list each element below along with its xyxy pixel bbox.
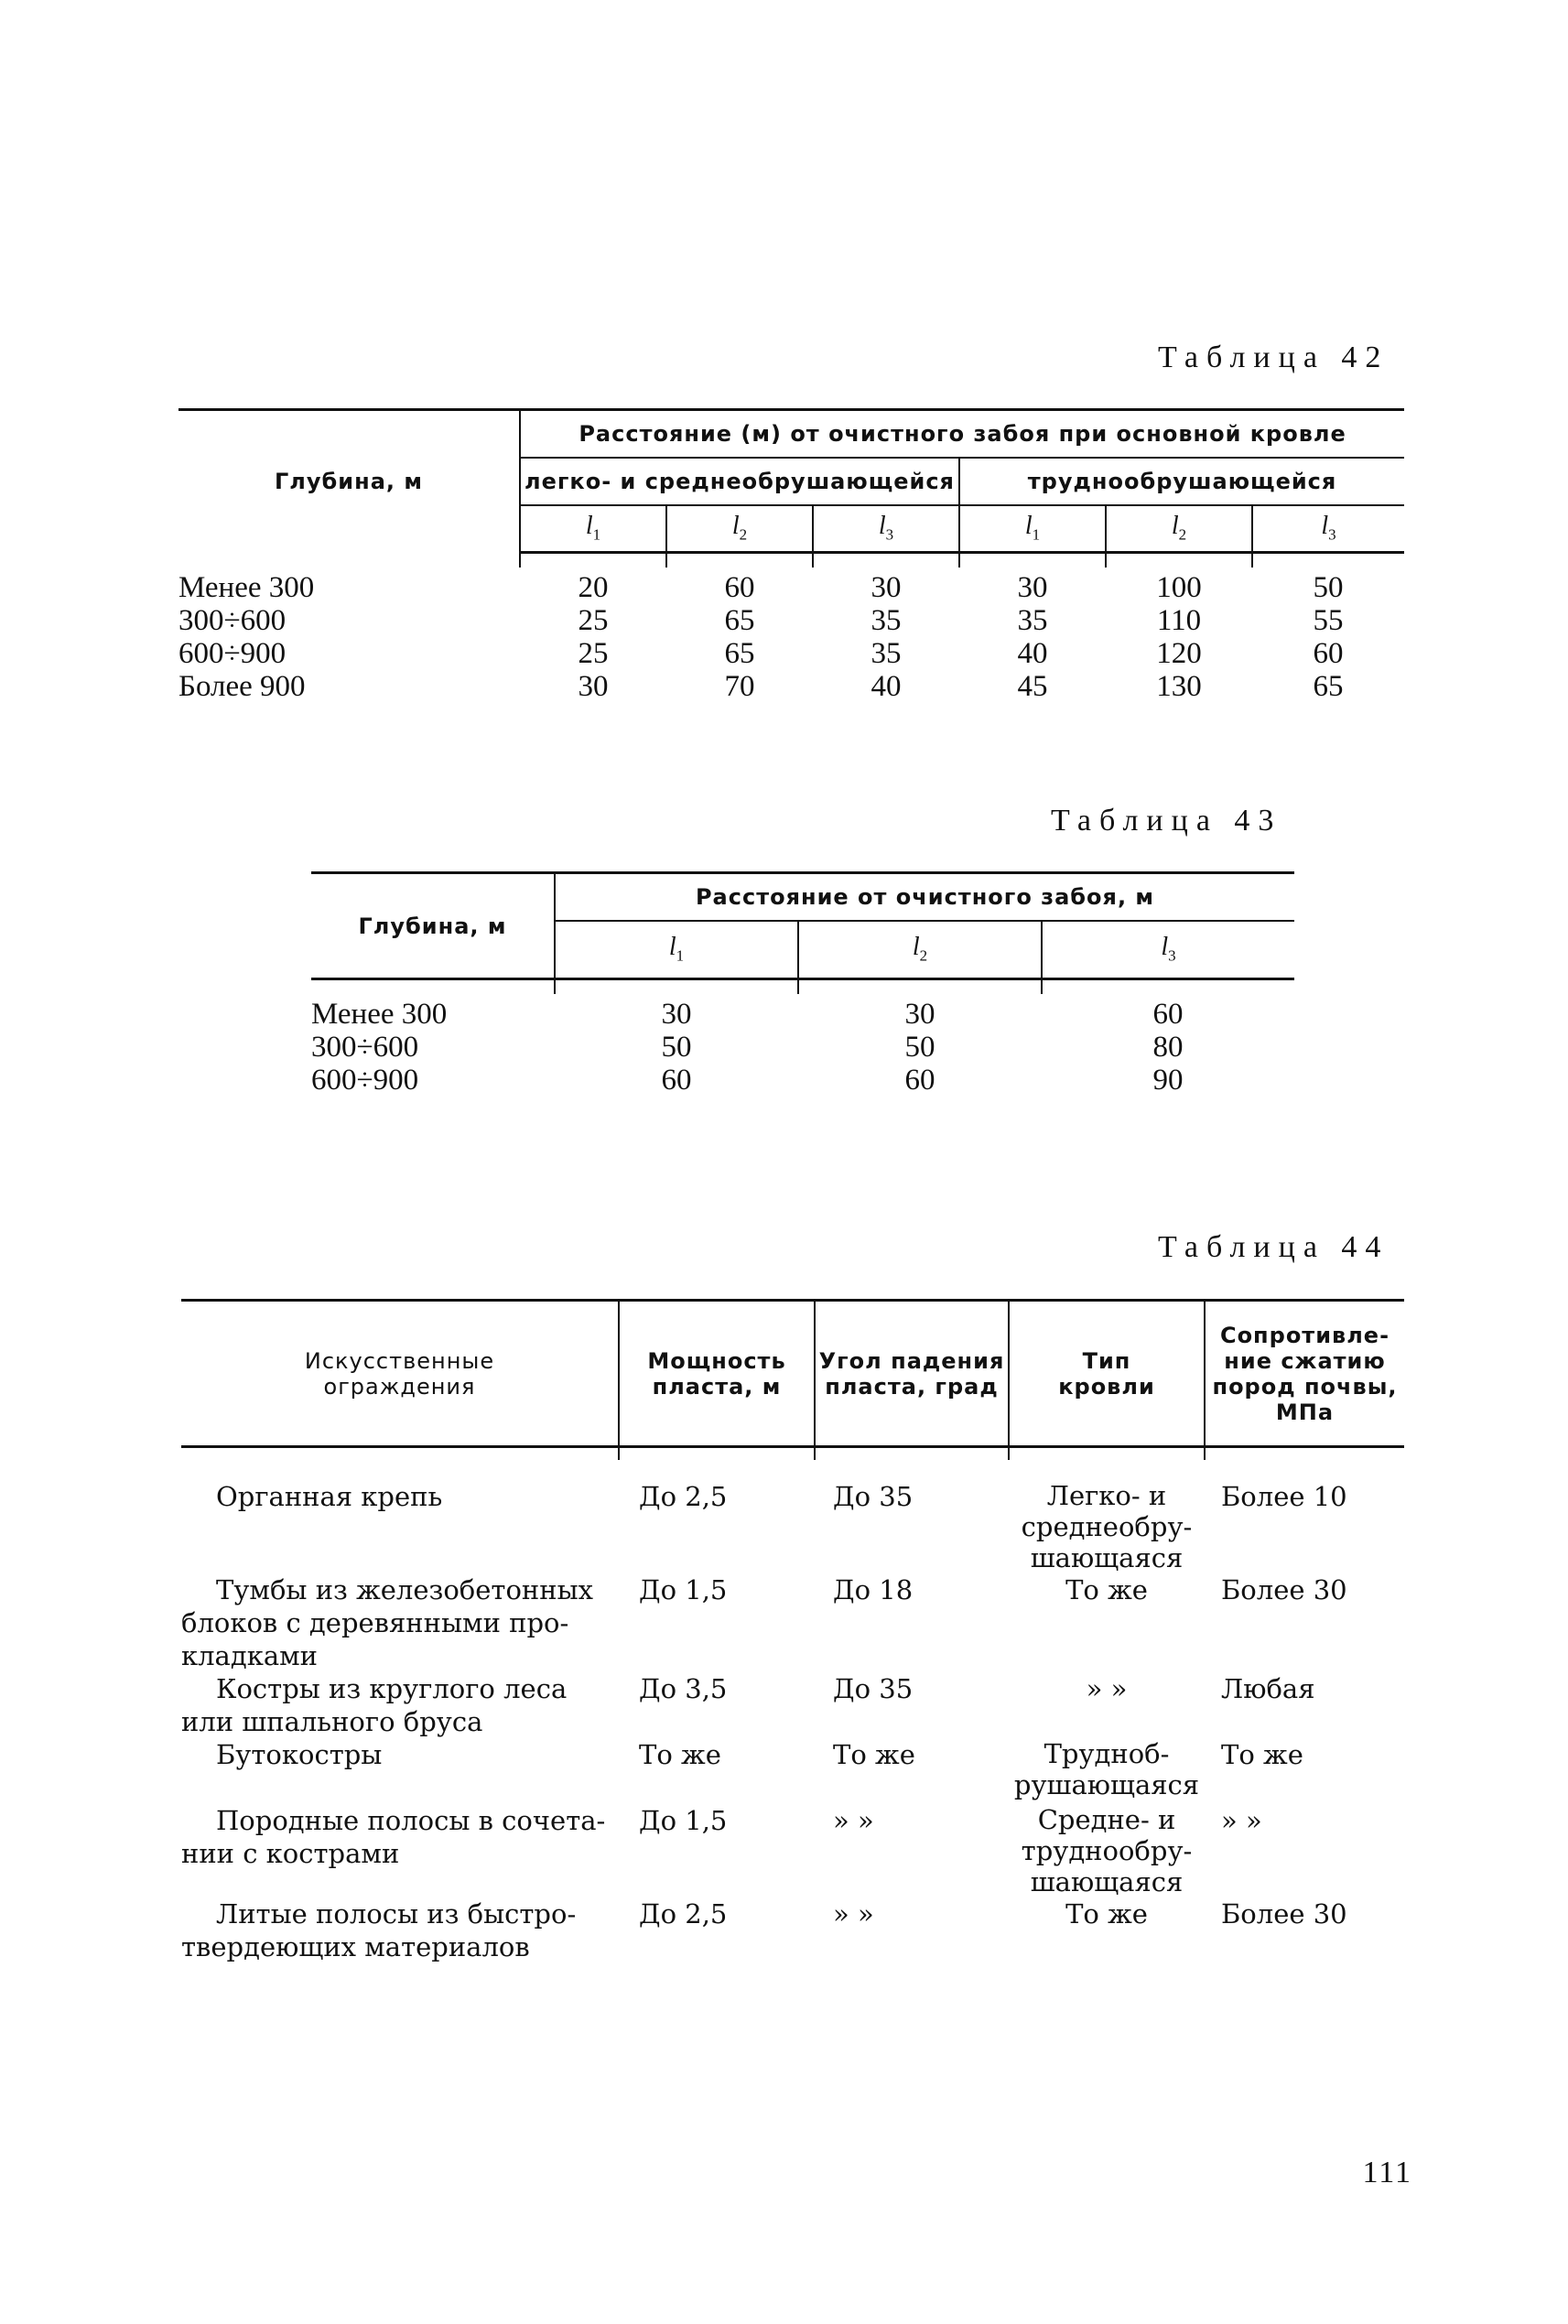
col-l3: $l_3$ xyxy=(1252,505,1404,553)
col-l3: $l_3$ xyxy=(1042,921,1294,979)
table-row: Тумбы из железобетонных блоков с деревянными про- кладками До 1,5 До 18 То же Более 30 xyxy=(181,1573,1347,1671)
header-thickness: Мощность пласта, м xyxy=(619,1301,815,1447)
table-44 xyxy=(181,1299,1404,1963)
table-row: 300÷600 25 65 35 35 110 55 xyxy=(178,603,1344,637)
table-row: Бутокостры То же То же Трудноб- рушающаяся То же xyxy=(216,1737,1303,1800)
col-l1: $l_1$ xyxy=(555,921,798,979)
table-43-caption: Таблица 43 xyxy=(1051,804,1282,838)
table-row: 300÷600 50 50 80 xyxy=(311,1030,1184,1064)
table-row: 600÷900 25 65 35 40 120 60 xyxy=(178,636,1344,670)
table-row: Органная крепь До 2,5 До 35 Легко- и среднеобру- шающаяся Более 10 xyxy=(216,1479,1347,1573)
table-row: Породные полосы в сочета- нии с кострами До 1,5 » » Средне- и труднообру- шающаяся » » xyxy=(181,1803,1262,1897)
header-roof-type: Тип кровли xyxy=(1009,1301,1205,1447)
col-l2: $l_2$ xyxy=(798,921,1042,979)
table-row: Более 900 30 70 40 45 130 65 xyxy=(178,669,1344,703)
table-42-caption: Таблица 42 xyxy=(1158,340,1390,374)
page-number: 111 xyxy=(1362,2156,1412,2189)
distance-group-header: Расстояние от очистного забоя, м xyxy=(555,873,1294,921)
table-row: Литые полосы из быстро- твердеющих материалов До 2,5 » » То же Более 30 xyxy=(181,1897,1347,1962)
table-43 xyxy=(311,871,1294,1097)
table-42 xyxy=(178,408,1404,703)
table-row: Менее 300 20 60 30 30 100 50 xyxy=(178,570,1344,604)
table-44-caption: Таблица 44 xyxy=(1158,1230,1390,1264)
col-l1: $l_1$ xyxy=(520,505,666,553)
subgroup-easy: легко- и среднеобрушающейся xyxy=(520,458,959,505)
col-l1: $l_1$ xyxy=(959,505,1106,553)
header-angle: Угол падения пласта, град xyxy=(815,1301,1009,1447)
table-row: Менее 300 30 30 60 xyxy=(311,997,1184,1031)
table-row: Костры из круглого леса или шпального бруса До 3,5 До 35 » » Любая xyxy=(181,1672,1315,1737)
col-l3: $l_3$ xyxy=(813,505,959,553)
distance-group-header: Расстояние (м) от очистного забоя при основной кровле xyxy=(520,410,1404,458)
header-resistance: Сопротивле- ние сжатию пород почвы, МПа xyxy=(1205,1301,1404,1447)
depth-header: Глубина, м xyxy=(178,410,520,553)
depth-header: Глубина, м xyxy=(311,873,555,979)
subgroup-hard: труднообрушающейся xyxy=(959,458,1404,505)
col-l2: $l_2$ xyxy=(666,505,813,553)
header-fences: Искусственные ограждения xyxy=(181,1301,619,1447)
col-l2: $l_2$ xyxy=(1106,505,1252,553)
table-row: 600÷900 60 60 90 xyxy=(311,1063,1184,1097)
